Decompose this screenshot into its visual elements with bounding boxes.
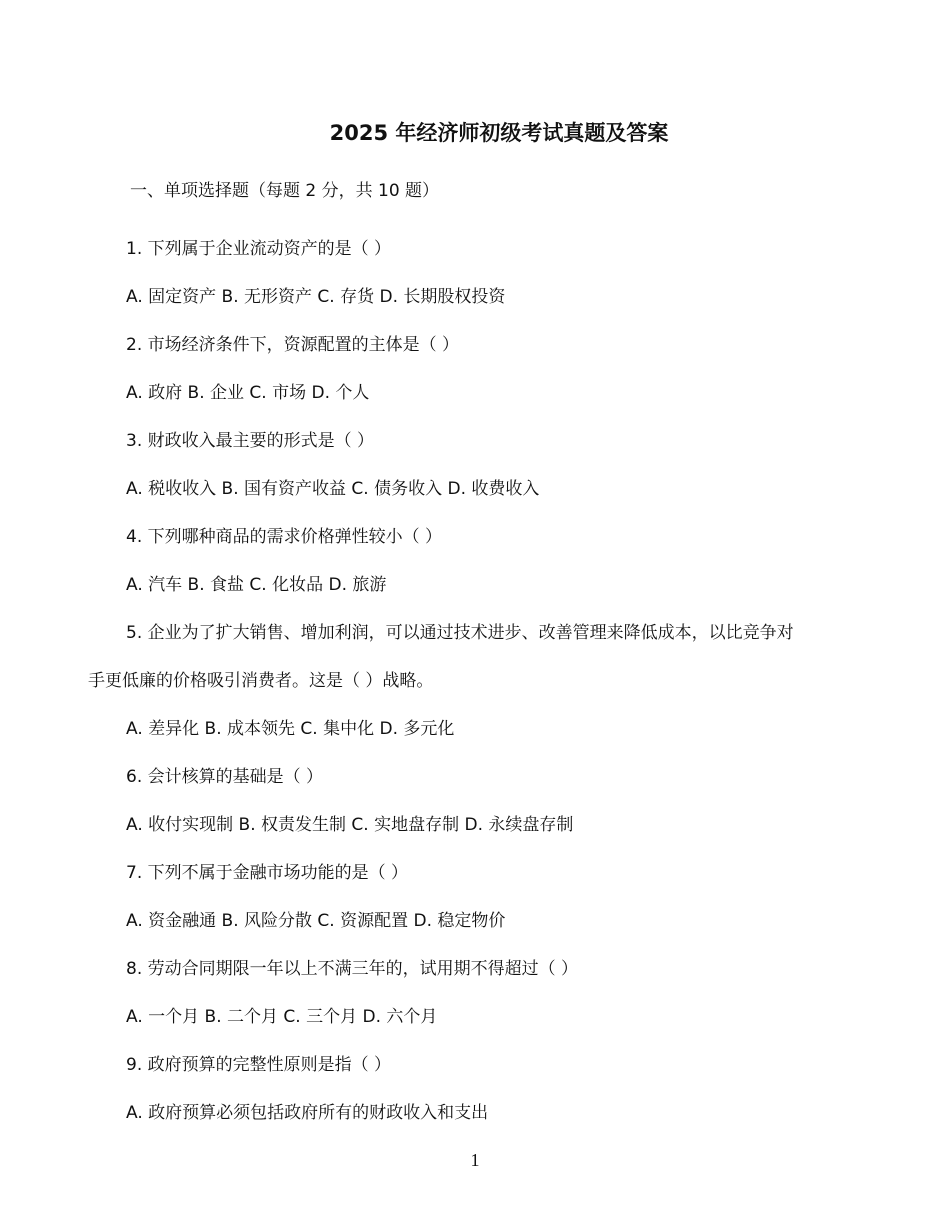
question-line: 6. 会计核算的基础是（ ） bbox=[126, 767, 324, 787]
answer-options-line: A. 资金融通 B. 风险分散 C. 资源配置 D. 稳定物价 bbox=[126, 911, 506, 931]
page-number: 1 bbox=[470, 1150, 480, 1170]
question-line: 2. 市场经济条件下，资源配置的主体是（ ） bbox=[126, 335, 460, 355]
question-list bbox=[88, 225, 868, 1137]
answer-options-line: A. 税收收入 B. 国有资产收益 C. 债务收入 D. 收费收入 bbox=[126, 479, 540, 499]
question-line: 9. 政府预算的完整性原则是指（ ） bbox=[126, 1055, 392, 1075]
question-line: 4. 下列哪种商品的需求价格弹性较小（ ） bbox=[126, 527, 443, 547]
answer-options-line: A. 汽车 B. 食盐 C. 化妆品 D. 旅游 bbox=[126, 575, 387, 595]
question-line: 8. 劳动合同期限一年以上不满三年的，试用期不得超过（ ） bbox=[126, 959, 579, 979]
question-line: 3. 财政收入最主要的形式是（ ） bbox=[126, 431, 375, 451]
answer-options-line: A. 一个月 B. 二个月 C. 三个月 D. 六个月 bbox=[126, 1007, 438, 1027]
answer-options-line: A. 差异化 B. 成本领先 C. 集中化 D. 多元化 bbox=[126, 719, 455, 739]
answer-option-line: A. 政府预算必须包括政府所有的财政收入和支出 bbox=[126, 1103, 489, 1123]
answer-options-line: A. 固定资产 B. 无形资产 C. 存货 D. 长期股权投资 bbox=[126, 287, 506, 307]
question-line: 1. 下列属于企业流动资产的是（ ） bbox=[126, 239, 392, 259]
document-title: 2025 年经济师初级考试真题及答案 bbox=[329, 121, 669, 145]
question-line-continuation: 手更低廉的价格吸引消费者。这是（ ）战略。 bbox=[88, 671, 434, 691]
answer-options-line: A. 收付实现制 B. 权责发生制 C. 实地盘存制 D. 永续盘存制 bbox=[126, 815, 574, 835]
section-heading: 一、单项选择题（每题 2 分，共 10 题） bbox=[130, 181, 440, 201]
question-line: 7. 下列不属于金融市场功能的是（ ） bbox=[126, 863, 409, 883]
question-line: 5. 企业为了扩大销售、增加利润，可以通过技术进步、改善管理来降低成本，以比竞争对 bbox=[126, 623, 794, 643]
answer-options-line: A. 政府 B. 企业 C. 市场 D. 个人 bbox=[126, 383, 370, 403]
